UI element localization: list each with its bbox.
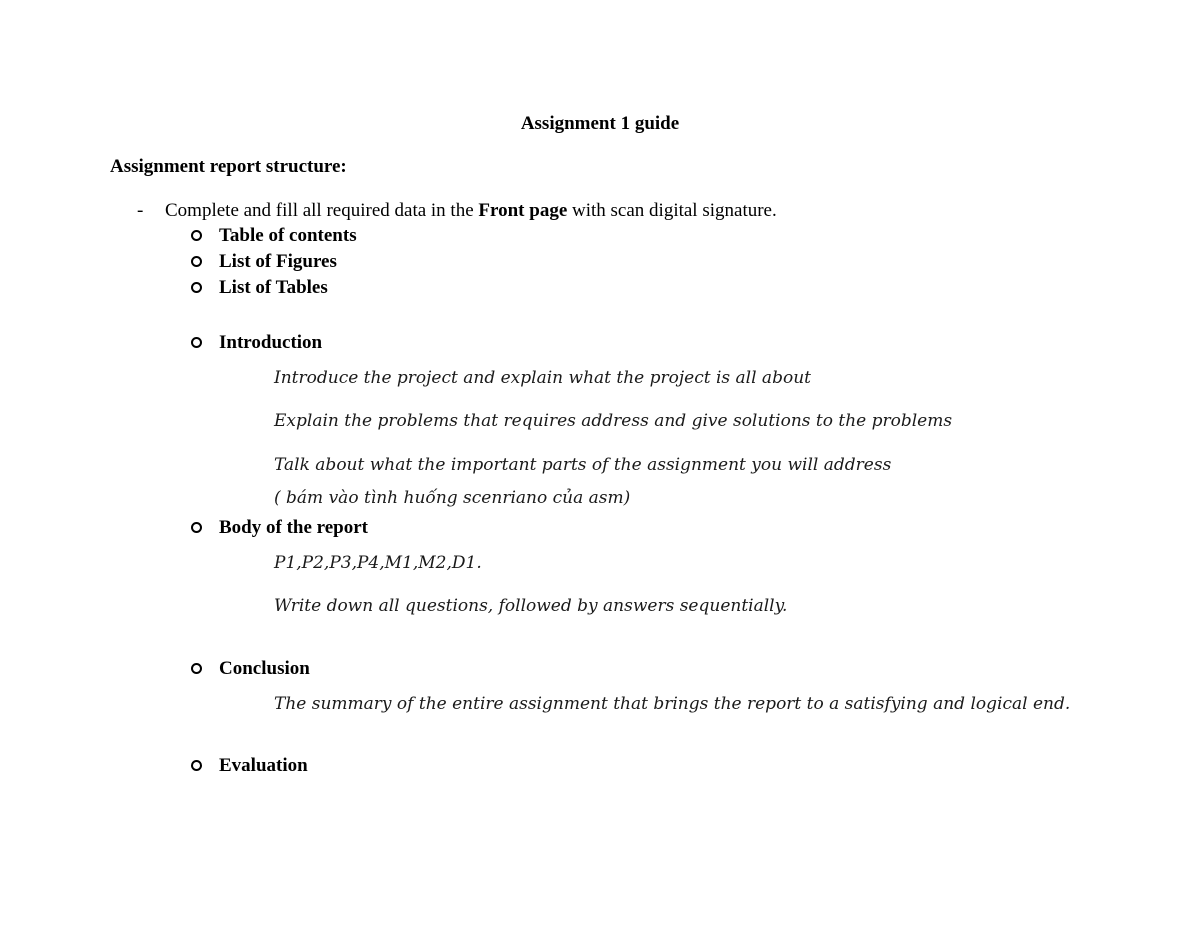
body-note: P1,P2,P3,P4,M1,M2,D1. xyxy=(274,553,482,573)
bullet-circle-icon xyxy=(191,522,202,533)
introduction-note: Explain the problems that requires address and give solutions to the problems xyxy=(274,411,953,431)
bullet-circle-icon xyxy=(191,282,202,293)
section-heading: Assignment report structure: xyxy=(110,156,347,177)
bullet-circle-icon xyxy=(191,256,202,267)
item-conclusion: Conclusion xyxy=(219,658,310,679)
front-page-text-before: Complete and fill all required data in the xyxy=(165,200,479,221)
conclusion-note: The summary of the entire assignment that brings the report to a satisfying and logical end. xyxy=(274,694,1071,714)
document-title: Assignment 1 guide xyxy=(520,113,680,134)
item-body-of-report: Body of the report xyxy=(219,517,368,538)
front-page-text-after: with scan digital signature. xyxy=(567,200,777,221)
item-list-of-figures: List of Figures xyxy=(219,251,337,272)
item-table-of-contents: Table of contents xyxy=(219,225,357,246)
front-page-instruction xyxy=(165,201,777,220)
dash-marker: - xyxy=(137,200,144,221)
bullet-circle-icon xyxy=(191,337,202,348)
item-introduction: Introduction xyxy=(219,332,323,353)
bullet-circle-icon xyxy=(191,230,202,241)
front-page-bold: Front page xyxy=(478,200,568,221)
introduction-note: ( bám vào tình huống scenriano của asm) xyxy=(274,488,631,508)
bullet-circle-icon xyxy=(191,663,202,674)
introduction-note: Talk about what the important parts of the assignment you will address xyxy=(274,455,892,475)
item-list-of-tables: List of Tables xyxy=(219,277,328,298)
body-note: Write down all questions, followed by answers sequentially. xyxy=(274,596,788,616)
introduction-note: Introduce the project and explain what the project is all about xyxy=(274,368,811,388)
item-evaluation: Evaluation xyxy=(219,755,308,776)
bullet-circle-icon xyxy=(191,760,202,771)
